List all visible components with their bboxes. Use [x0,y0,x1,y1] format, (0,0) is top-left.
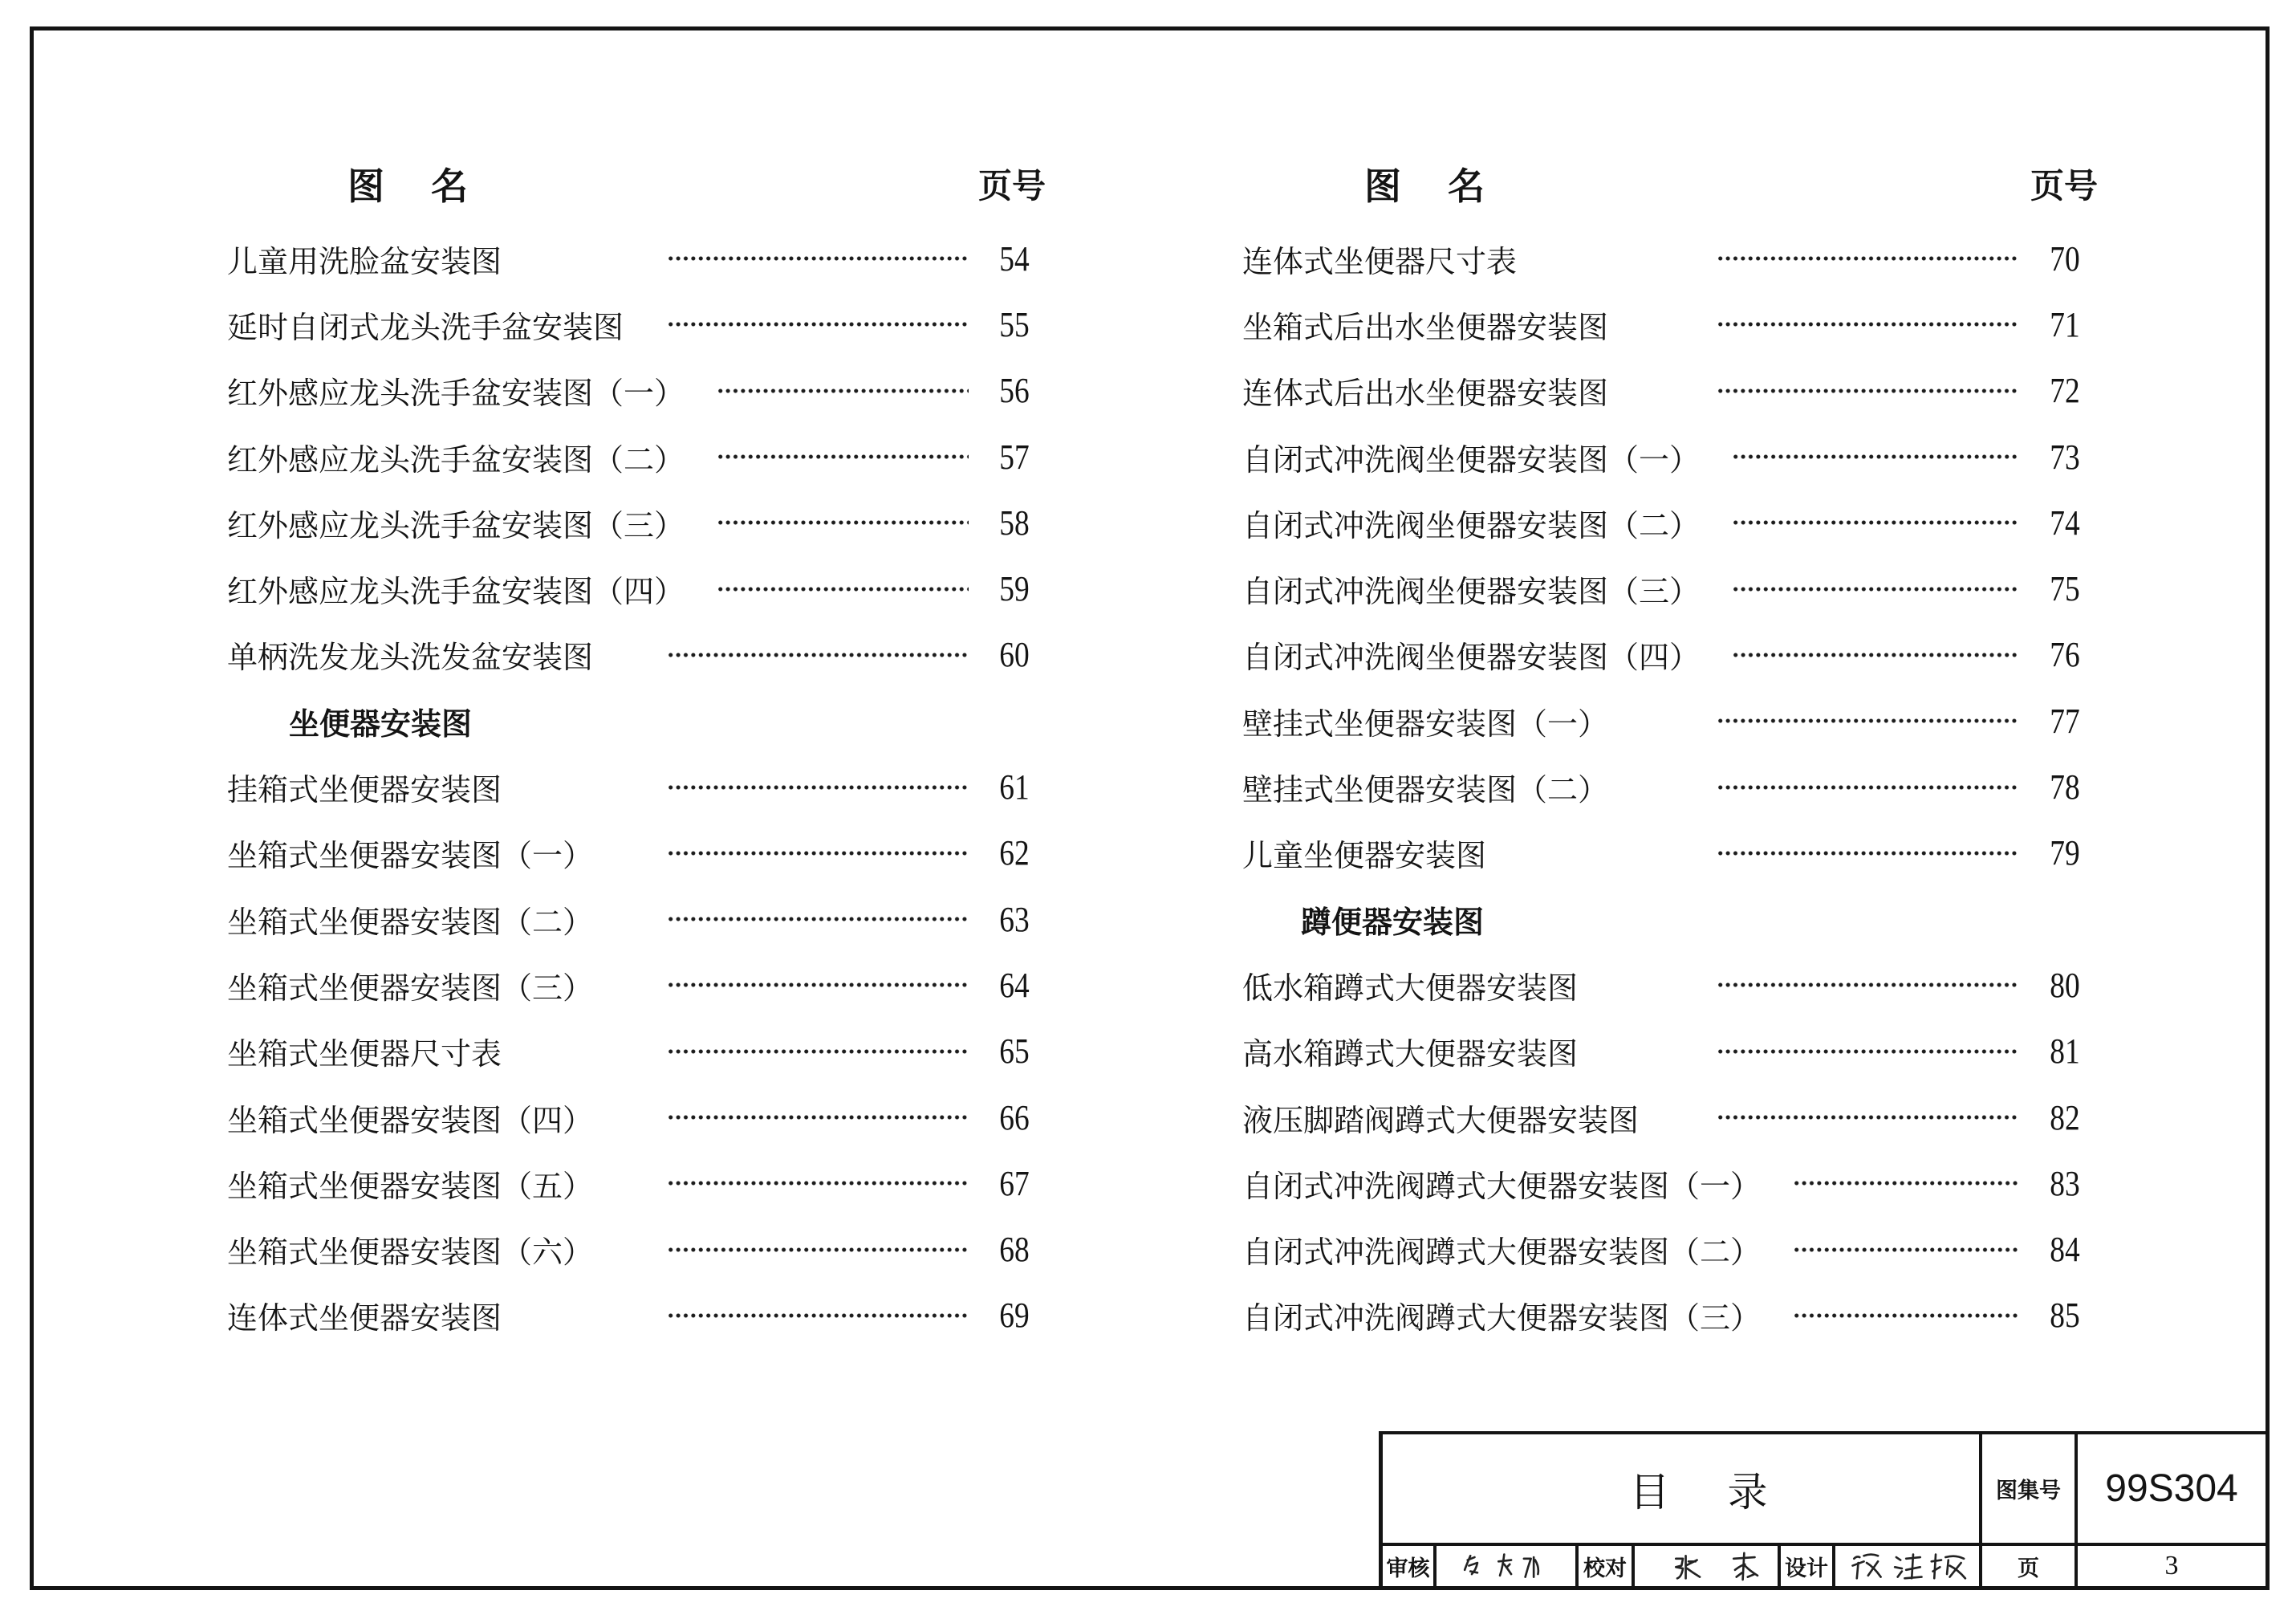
leader-dots [717,454,969,460]
toc-entry [1242,226,2093,291]
toc-entry [227,1216,1042,1282]
toc-section-row [227,688,1042,754]
entry-page-number: 62 [999,833,1030,873]
leader-dots [1717,784,2018,791]
leader-dots [1717,1048,2018,1055]
entry-title: 坐箱式坐便器安装图（一） [227,838,594,874]
entry-title: 自闭式冲洗阀坐便器安装图（四） [1242,640,1701,676]
leader-dots [667,1312,969,1319]
toc-left-column [227,226,1042,1348]
leader-dots [1717,321,2018,327]
drawing-title: 目 录 [1629,1468,1790,1515]
entry-title: 自闭式冲洗阀坐便器安装图（三） [1242,574,1701,610]
leader-dots [667,1114,969,1121]
entry-page-number: 56 [999,371,1030,411]
entry-page-number: 74 [2050,502,2080,543]
entry-page-number: 58 [999,502,1030,543]
leader-dots [717,388,969,394]
entry-title: 自闭式冲洗阀坐便器安装图（二） [1242,507,1701,543]
entry-title: 红外感应龙头洗手盆安装图（三） [227,507,685,543]
entry-title: 连体式坐便器尺寸表 [1242,243,1518,279]
reviewer-signature [1437,1546,1575,1586]
entry-page-number: 85 [2050,1296,2080,1336]
entry-page-number: 83 [2050,1163,2080,1203]
toc-entry [227,820,1042,886]
entry-page-number: 59 [999,569,1030,609]
entry-title: 红外感应龙头洗手盆安装图（二） [227,441,685,478]
leader-dots [1717,718,2018,724]
toc-entry [227,291,1042,357]
entry-title: 低水箱蹲式大便器安装图 [1242,970,1579,1006]
toc-entry [1242,952,2093,1018]
toc-entry [227,424,1042,490]
toc-entry [1242,1216,2093,1282]
toc-entry [1242,820,2093,886]
designer-signature [1835,1546,1979,1586]
toc-entry [227,1150,1042,1216]
entry-title: 红外感应龙头洗手盆安装图（四） [227,574,685,610]
entry-title: 坐箱式坐便器安装图（二） [227,904,594,940]
checker-signature [1635,1546,1778,1586]
checker-label: 校对 [1583,1556,1627,1581]
leader-dots [1717,388,2018,394]
leader-dots [1717,255,2018,262]
entry-page-number: 66 [999,1097,1030,1137]
leader-dots [667,784,969,791]
entry-page-number: 69 [999,1296,1030,1336]
designer-label: 设计 [1785,1556,1828,1581]
entry-title: 坐箱式坐便器尺寸表 [227,1036,502,1072]
entry-page-number: 65 [999,1031,1030,1072]
entry-page-number: 55 [999,304,1030,344]
leader-dots [1732,586,2018,592]
title-block [1379,1431,2270,1590]
toc-entry [1242,555,2093,621]
toc-section-row [1242,886,2093,952]
entry-title: 坐箱式后出水坐便器安装图 [1242,309,1609,345]
leader-dots [1732,519,2018,526]
entry-title: 儿童用洗脸盆安装图 [227,243,502,279]
entry-page-number: 72 [2050,371,2080,411]
entry-title: 自闭式冲洗阀蹲式大便器安装图（三） [1242,1300,1762,1336]
entry-page-number: 82 [2050,1097,2080,1137]
toc-entry [1242,688,2093,754]
entry-page-number: 73 [2050,437,2080,477]
toc-entry [227,622,1042,688]
entry-title: 连体式坐便器安装图 [227,1300,502,1336]
section-heading: 坐便器安装图 [289,705,473,742]
right-header-page: 页号 [2030,166,2099,205]
entry-title: 自闭式冲洗阀蹲式大便器安装图（二） [1242,1235,1762,1271]
leader-dots [667,321,969,327]
toc-entry [227,226,1042,291]
toc-entry [1242,358,2093,424]
entry-title: 液压脚踏阀蹲式大便器安装图 [1242,1102,1640,1138]
reviewer-label: 审核 [1386,1556,1430,1581]
toc-entry [227,1019,1042,1084]
leader-dots [667,850,969,856]
toc-entry [1242,1019,2093,1084]
leader-dots [667,1247,969,1253]
entry-page-number: 75 [2050,569,2080,609]
leader-dots [717,519,969,526]
leader-dots [1732,454,2018,460]
toc-entry [227,886,1042,952]
leader-dots [667,916,969,922]
toc-entry [227,358,1042,424]
entry-page-number: 76 [2050,635,2080,675]
right-header-name: 图 名 [1364,165,1502,208]
page-number: 3 [2164,1551,2179,1580]
toc-entry [227,1084,1042,1150]
entry-page-number: 54 [999,238,1030,279]
entry-title: 连体式后出水坐便器安装图 [1242,376,1609,412]
entry-title: 坐箱式坐便器安装图（三） [227,970,594,1006]
entry-page-number: 63 [999,899,1030,939]
signature-scribble [1437,1546,1575,1586]
leader-dots [1793,1180,2018,1186]
entry-title: 单柄洗发龙头洗发盆安装图 [227,640,594,676]
entry-title: 自闭式冲洗阀坐便器安装图（一） [1242,441,1701,478]
entry-page-number: 57 [999,437,1030,477]
toc-entry [1242,1150,2093,1216]
entry-page-number: 81 [2050,1031,2080,1072]
entry-page-number: 68 [999,1230,1030,1270]
leader-dots [1793,1247,2018,1253]
entry-page-number: 71 [2050,304,2080,344]
entry-title: 高水箱蹲式大便器安装图 [1242,1036,1579,1072]
toc-entry [1242,424,2093,490]
leader-dots [667,1180,969,1186]
left-header-page: 页号 [978,166,1046,205]
toc-entry [1242,490,2093,555]
entry-page-number: 77 [2050,701,2080,741]
left-header-name: 图 名 [347,165,486,208]
toc-entry [1242,754,2093,820]
entry-title: 壁挂式坐便器安装图（二） [1242,772,1609,808]
toc-entry [1242,291,2093,357]
entry-title: 壁挂式坐便器安装图（一） [1242,706,1609,742]
atlas-number-label: 图集号 [1996,1479,2061,1503]
signature-scribble [1835,1546,1979,1586]
toc-entry [227,1283,1042,1348]
toc-entry [1242,622,2093,688]
leader-dots [1717,1114,2018,1121]
entry-title: 坐箱式坐便器安装图（五） [227,1168,594,1204]
toc-entry [227,754,1042,820]
entry-title: 挂箱式坐便器安装图 [227,772,502,808]
leader-dots [1717,982,2018,988]
toc-entry [1242,1283,2093,1348]
toc-entry [1242,1084,2093,1150]
entry-title: 自闭式冲洗阀蹲式大便器安装图（一） [1242,1168,1762,1204]
entry-page-number: 64 [999,965,1030,1005]
leader-dots [1717,850,2018,856]
leader-dots [1732,652,2018,658]
entry-title: 坐箱式坐便器安装图（四） [227,1102,594,1138]
entry-page-number: 70 [2050,238,2080,279]
entry-page-number: 78 [2050,767,2080,807]
entry-title: 红外感应龙头洗手盆安装图（一） [227,376,685,412]
entry-page-number: 84 [2050,1230,2080,1270]
entry-page-number: 67 [999,1163,1030,1203]
entry-title: 延时自闭式龙头洗手盆安装图 [227,309,624,345]
section-heading: 蹲便器安装图 [1301,903,1485,940]
entry-page-number: 80 [2050,965,2080,1005]
leader-dots [667,982,969,988]
leader-dots [667,255,969,262]
leader-dots [717,586,969,592]
leader-dots [667,652,969,658]
toc-entry [227,952,1042,1018]
page-label: 页 [2018,1556,2039,1581]
leader-dots [1793,1312,2018,1319]
toc-entry [227,555,1042,621]
entry-title: 儿童坐便器安装图 [1242,838,1487,874]
toc-right-column [1242,226,2093,1348]
signature-scribble [1635,1546,1778,1586]
entry-page-number: 79 [2050,833,2080,873]
entry-title: 坐箱式坐便器安装图（六） [227,1235,594,1271]
entry-page-number: 61 [999,767,1030,807]
toc-entry [227,490,1042,555]
entry-page-number: 60 [999,635,1030,675]
leader-dots [667,1048,969,1055]
atlas-number: 99S304 [2105,1467,2238,1510]
